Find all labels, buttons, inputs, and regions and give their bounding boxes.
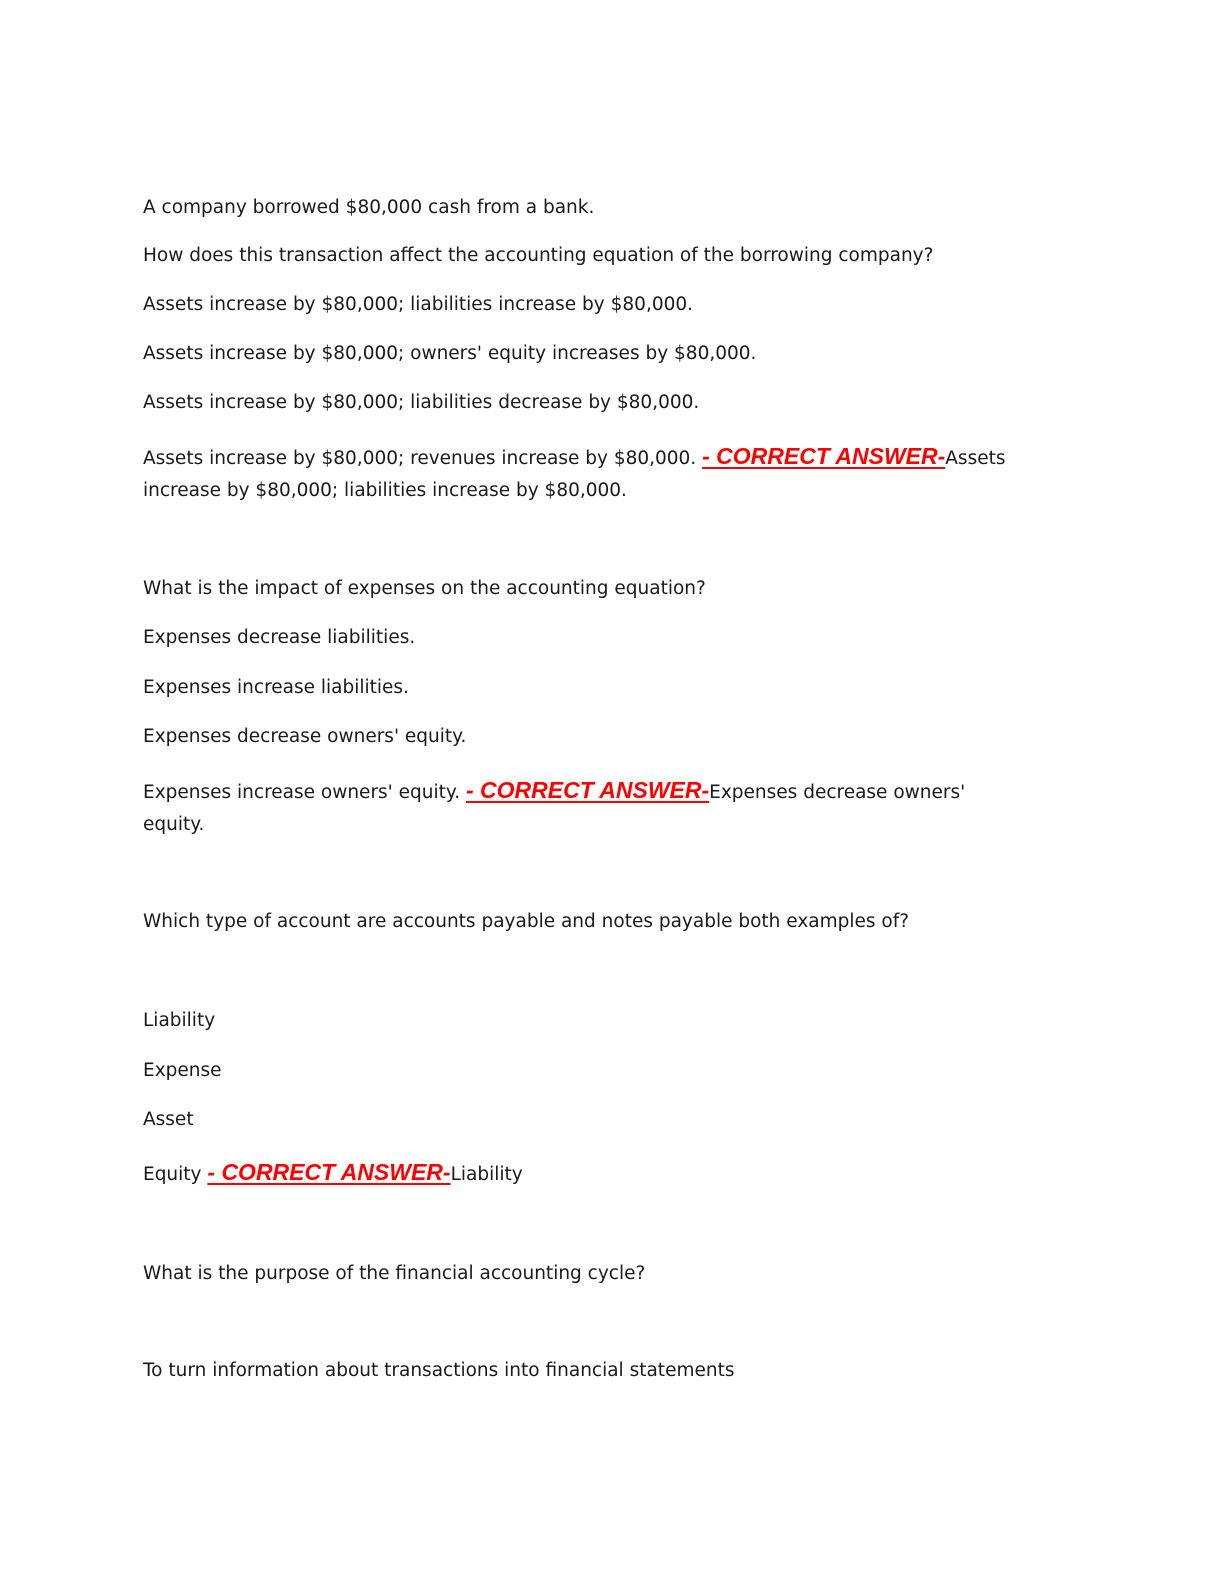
question-2-option-4-line	[143, 778, 965, 805]
question-3-answer: Liability	[450, 1164, 523, 1185]
question-3-option-4-line	[143, 1160, 523, 1187]
question-4-answer: To turn information about transactions into financial statements	[143, 1360, 735, 1381]
question-2-answer-continued: equity.	[143, 814, 205, 835]
question-1-text: A company borrowed $80,000 cash from a bank.	[143, 197, 595, 218]
question-1-option-4: Assets increase by $80,000; revenues increase by $80,000.	[143, 448, 697, 469]
question-1-option-4-line	[143, 444, 1006, 471]
correct-answer-tag: - CORRECT ANSWER-	[465, 777, 710, 803]
question-3-option-3: Asset	[143, 1109, 194, 1130]
question-2-option-3: Expenses decrease owners' equity.	[143, 726, 467, 747]
question-2-answer-start: Expenses decrease owners'	[709, 782, 966, 803]
question-1-option-2: Assets increase by $80,000; owners' equity increases by $80,000.	[143, 343, 757, 364]
question-3-option-4: Equity	[143, 1164, 202, 1185]
question-2-option-2: Expenses increase liabilities.	[143, 677, 409, 698]
correct-answer-tag: - CORRECT ANSWER-	[702, 443, 946, 469]
question-2-text: What is the impact of expenses on the accounting equation?	[143, 578, 706, 599]
question-1-option-1: Assets increase by $80,000; liabilities increase by $80,000.	[143, 294, 694, 315]
question-3-option-2: Expense	[143, 1060, 222, 1081]
question-1-answer-continued: increase by $80,000; liabilities increase by $80,000.	[143, 480, 627, 501]
question-4-text: What is the purpose of the financial accounting cycle?	[143, 1263, 646, 1284]
question-3-text: Which type of account are accounts payable and notes payable both examples of?	[143, 911, 910, 932]
correct-answer-tag: - CORRECT ANSWER-	[207, 1159, 451, 1185]
question-1-answer-start: Assets	[945, 448, 1006, 469]
question-3-option-1: Liability	[143, 1010, 216, 1031]
question-1-prompt: How does this transaction affect the accounting equation of the borrowing company?	[143, 245, 934, 266]
question-2-option-4: Expenses increase owners' equity.	[143, 782, 461, 803]
question-2-option-1: Expenses decrease liabilities.	[143, 627, 416, 648]
question-1-option-3: Assets increase by $80,000; liabilities decrease by $80,000.	[143, 392, 700, 413]
